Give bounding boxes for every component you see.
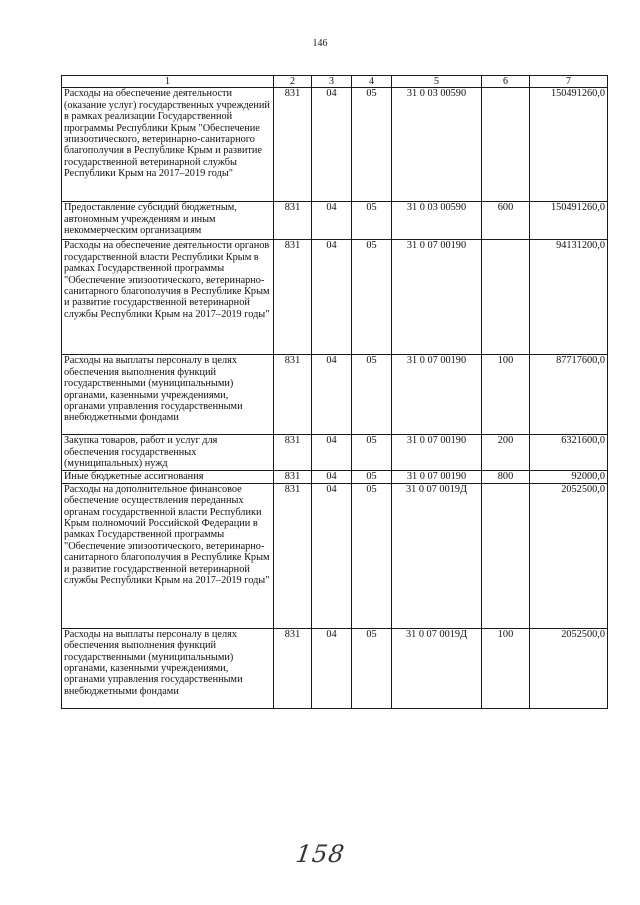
row-code-ministry: 831 bbox=[274, 88, 312, 202]
header-cell-6: 6 bbox=[482, 76, 530, 88]
row-code-expense-type: 600 bbox=[482, 202, 530, 240]
row-code-subsection: 05 bbox=[352, 471, 392, 483]
row-code-subsection: 05 bbox=[352, 483, 392, 628]
row-amount: 6321600,0 bbox=[530, 435, 608, 471]
row-code-expense-type bbox=[482, 483, 530, 628]
row-code-target: 31 0 03 00590 bbox=[392, 88, 482, 202]
row-amount: 2052500,0 bbox=[530, 483, 608, 628]
row-description: Расходы на дополнительное финансовое обеспечение осуществления переданных органам государственной власти Республики Крым полномочий Российской Федерации в рамках Государственной программы "Обеспечение эпизоотического, ветеринарно-санитарного благополучия в Республике Крым и развитие государственной ветеринарной службы Республики Крым на 2017–2019 годы" bbox=[62, 483, 274, 628]
row-amount: 94131200,0 bbox=[530, 240, 608, 355]
row-code-target: 31 0 07 0019Д bbox=[392, 628, 482, 708]
row-code-expense-type: 100 bbox=[482, 628, 530, 708]
row-code-subsection: 05 bbox=[352, 628, 392, 708]
budget-table bbox=[61, 75, 608, 709]
row-description: Расходы на обеспечение деятельности органов государственной власти Республики Крым в рамках Государственной программы "Обеспечение эпизоотического, ветеринарно-санитарного благополучия в Республике Крым и развитие государственной ветеринарной службы Республики Крым на 2017–2019 годы" bbox=[62, 240, 274, 355]
row-code-expense-type: 800 bbox=[482, 471, 530, 483]
row-code-section: 04 bbox=[312, 202, 352, 240]
row-code-ministry: 831 bbox=[274, 435, 312, 471]
row-code-section: 04 bbox=[312, 471, 352, 483]
header-cell-7: 7 bbox=[530, 76, 608, 88]
table-row bbox=[62, 240, 608, 355]
row-code-target: 31 0 03 00590 bbox=[392, 202, 482, 240]
table-row bbox=[62, 628, 608, 708]
row-code-subsection: 05 bbox=[352, 240, 392, 355]
header-cell-2: 2 bbox=[274, 76, 312, 88]
row-amount: 150491260,0 bbox=[530, 202, 608, 240]
table-row bbox=[62, 202, 608, 240]
row-code-target: 31 0 07 00190 bbox=[392, 471, 482, 483]
row-code-ministry: 831 bbox=[274, 471, 312, 483]
row-code-ministry: 831 bbox=[274, 202, 312, 240]
row-amount: 2052500,0 bbox=[530, 628, 608, 708]
table-row bbox=[62, 471, 608, 483]
row-code-ministry: 831 bbox=[274, 355, 312, 435]
row-code-ministry: 831 bbox=[274, 628, 312, 708]
row-code-target: 31 0 07 0019Д bbox=[392, 483, 482, 628]
row-description: Закупка товаров, работ и услуг для обеспечения государственных (муниципальных) нужд bbox=[62, 435, 274, 471]
row-code-subsection: 05 bbox=[352, 435, 392, 471]
row-code-ministry: 831 bbox=[274, 240, 312, 355]
row-description: Предоставление субсидий бюджетным, автономным учреждениям и иным некоммерческим организациям bbox=[62, 202, 274, 240]
table-row bbox=[62, 483, 608, 628]
row-description: Иные бюджетные ассигнования bbox=[62, 471, 274, 483]
row-code-expense-type bbox=[482, 88, 530, 202]
table-header-row bbox=[62, 76, 608, 88]
row-code-section: 04 bbox=[312, 483, 352, 628]
table-row bbox=[62, 435, 608, 471]
row-code-subsection: 05 bbox=[352, 88, 392, 202]
header-cell-4: 4 bbox=[352, 76, 392, 88]
table-row bbox=[62, 88, 608, 202]
row-code-section: 04 bbox=[312, 88, 352, 202]
row-code-section: 04 bbox=[312, 240, 352, 355]
row-amount: 87717600,0 bbox=[530, 355, 608, 435]
row-code-target: 31 0 07 00190 bbox=[392, 355, 482, 435]
row-amount: 92000,0 bbox=[530, 471, 608, 483]
row-code-expense-type bbox=[482, 240, 530, 355]
row-code-section: 04 bbox=[312, 355, 352, 435]
row-description: Расходы на выплаты персоналу в целях обеспечения выполнения функций государственными (муниципальными) органами, казенными учреждениями, органами управления государственными внебюджетными фондами bbox=[62, 628, 274, 708]
handwritten-page-number: 158 bbox=[294, 840, 347, 868]
row-code-target: 31 0 07 00190 bbox=[392, 435, 482, 471]
table-row bbox=[62, 355, 608, 435]
header-cell-1: 1 bbox=[62, 76, 274, 88]
row-description: Расходы на выплаты персоналу в целях обеспечения выполнения функций государственными (муниципальными) органами, казенными учреждениями, органами управления государственными внебюджетными фондами bbox=[62, 355, 274, 435]
row-code-target: 31 0 07 00190 bbox=[392, 240, 482, 355]
row-code-subsection: 05 bbox=[352, 355, 392, 435]
row-code-section: 04 bbox=[312, 435, 352, 471]
row-code-section: 04 bbox=[312, 628, 352, 708]
page-number-top: 146 bbox=[312, 38, 328, 49]
row-code-ministry: 831 bbox=[274, 483, 312, 628]
row-description: Расходы на обеспечение деятельности (оказание услуг) государственных учреждений в рамках реализации Государственной программы Республики Крым "Обеспечение эпизоотического, ветеринарно-санитарного благополучия в Республике Крым и развитие государственной ветеринарной службы Республики Крым на 2017–2019 годы" bbox=[62, 88, 274, 202]
row-code-subsection: 05 bbox=[352, 202, 392, 240]
row-amount: 150491260,0 bbox=[530, 88, 608, 202]
header-cell-5: 5 bbox=[392, 76, 482, 88]
header-cell-3: 3 bbox=[312, 76, 352, 88]
row-code-expense-type: 100 bbox=[482, 355, 530, 435]
row-code-expense-type: 200 bbox=[482, 435, 530, 471]
